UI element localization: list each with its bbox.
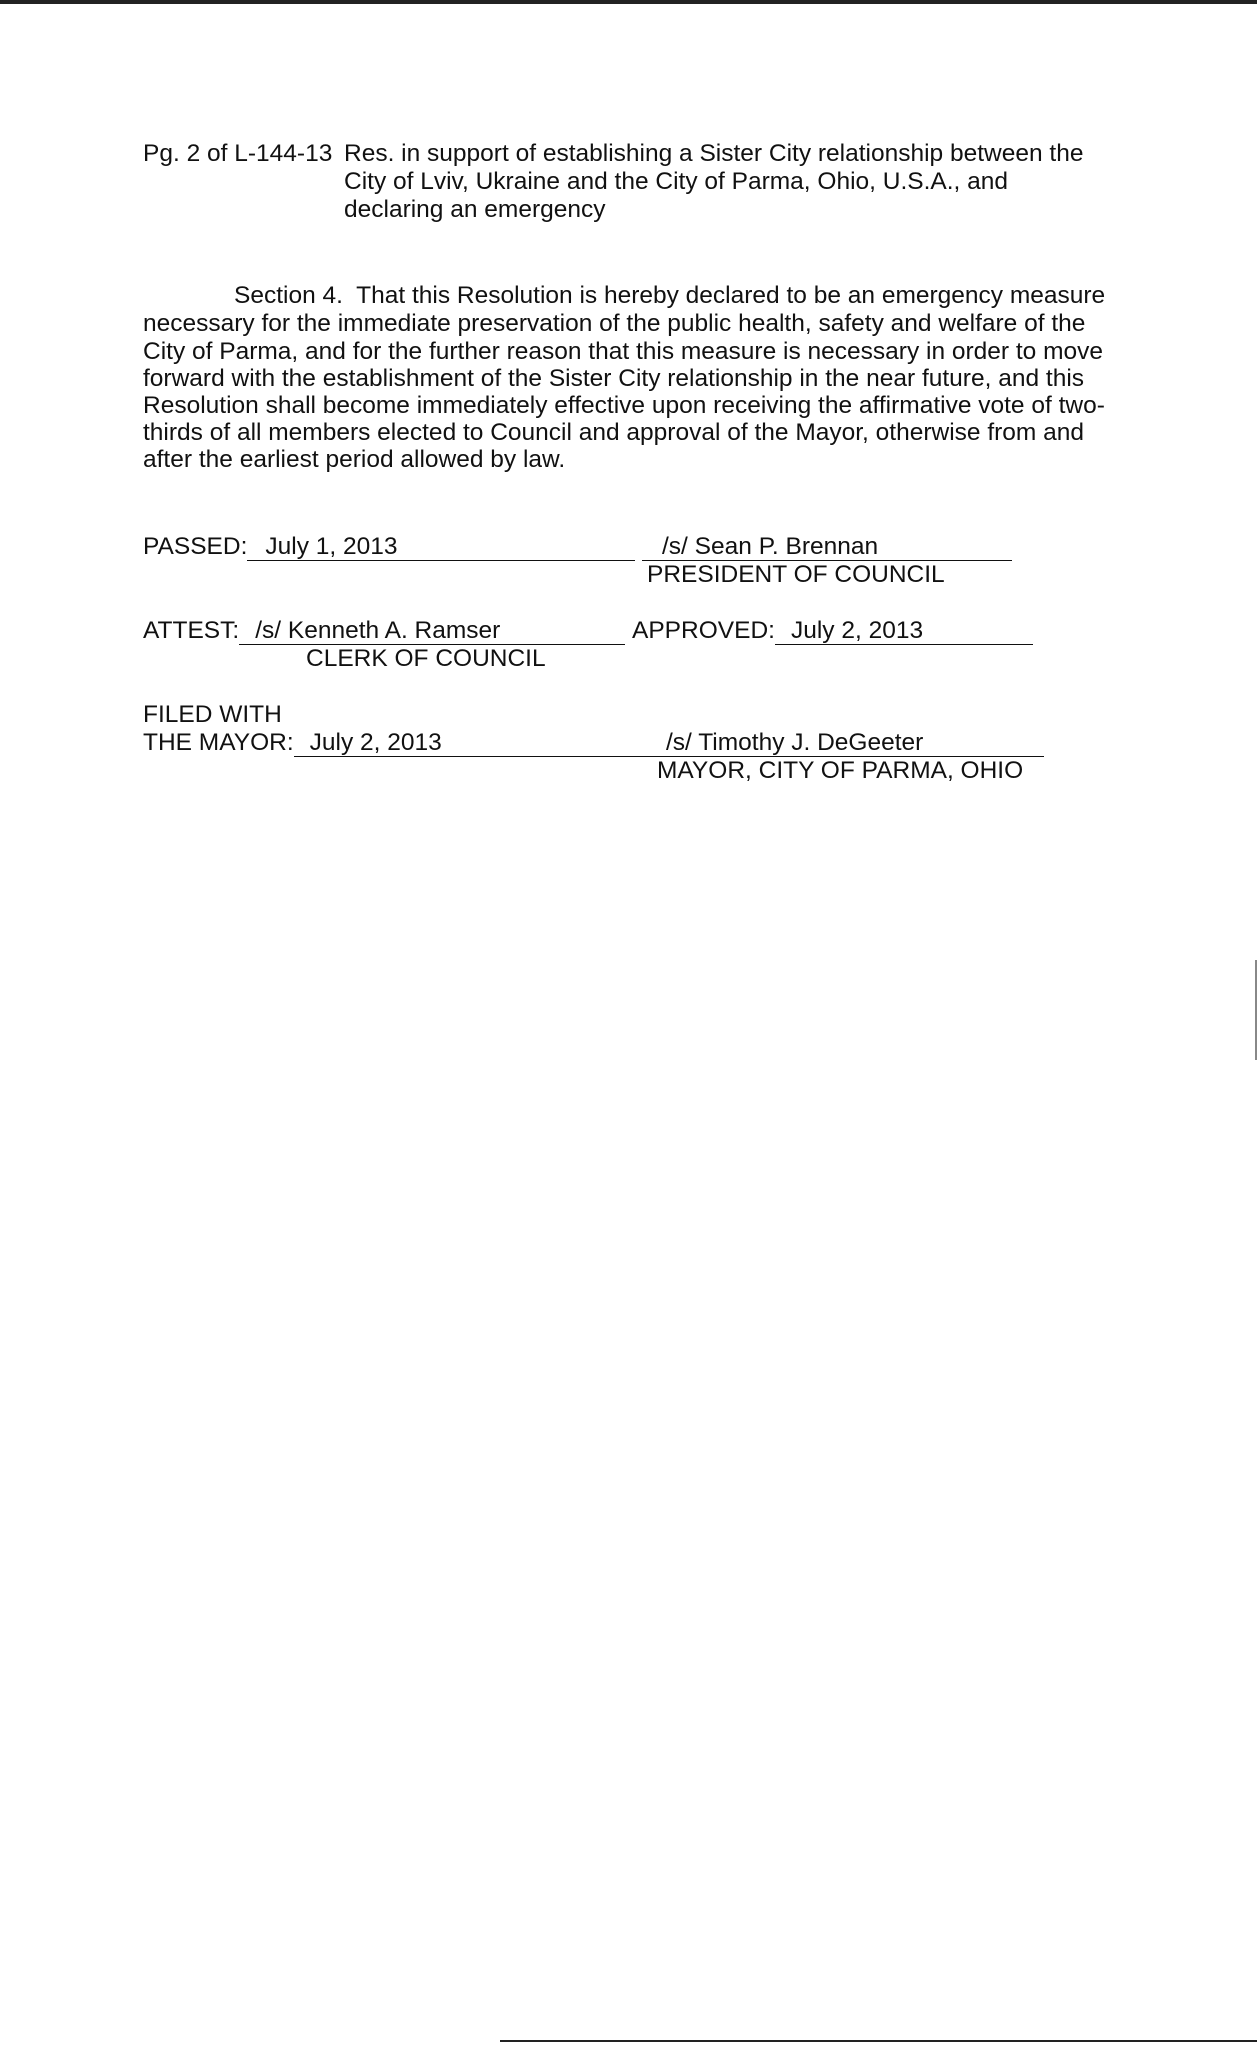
filed-with-label: FILED WITH bbox=[143, 701, 282, 728]
president-title: PRESIDENT OF COUNCIL bbox=[647, 561, 945, 588]
mayor-title: MAYOR, CITY OF PARMA, OHIO bbox=[657, 757, 1024, 784]
attest-block bbox=[143, 617, 625, 645]
resolution-title-line-1: Res. in support of establishing a Sister City relationship between the bbox=[344, 140, 1084, 167]
mayor-signature: /s/ Timothy J. DeGeeter bbox=[640, 731, 1044, 757]
filed-block bbox=[143, 729, 652, 757]
mayor-signature-block bbox=[640, 729, 1044, 757]
section-4-line-3: City of Parma, and for the further reason that this measure is necessary in order to move bbox=[143, 338, 1104, 365]
section-4-line-5: Resolution shall become immediately effective upon receiving the affirmative vote of two- bbox=[143, 392, 1105, 419]
section-4-line-1: Section 4. That this Resolution is hereby declared to be an emergency measure bbox=[234, 282, 1106, 309]
section-4-line-4: forward with the establishment of the Sister City relationship in the near future, and this bbox=[143, 365, 1085, 392]
approved-block bbox=[632, 617, 1033, 645]
section-4-line-6: thirds of all members elected to Council and approval of the Mayor, otherwise from and bbox=[143, 419, 1085, 446]
passed-label: PASSED: bbox=[143, 533, 248, 560]
approved-date: July 2, 2013 bbox=[775, 619, 1033, 645]
approved-label: APPROVED: bbox=[632, 617, 775, 644]
president-signature: /s/ Sean P. Brennan bbox=[642, 535, 1012, 561]
filed-date: July 2, 2013 bbox=[294, 731, 652, 757]
clerk-signature: /s/ Kenneth A. Ramser bbox=[239, 619, 625, 645]
page-reference: Pg. 2 of L-144-13 bbox=[143, 140, 333, 167]
passed-date: July 1, 2013 bbox=[247, 535, 635, 561]
filed-label: THE MAYOR: bbox=[143, 729, 294, 756]
resolution-title-line-3: declaring an emergency bbox=[344, 196, 606, 223]
scan-top-edge bbox=[0, 0, 1257, 4]
president-signature-block bbox=[642, 533, 1012, 561]
scan-bottom-edge bbox=[500, 2040, 1257, 2042]
passed-block bbox=[143, 533, 635, 561]
resolution-title-line-2: City of Lviv, Ukraine and the City of Parma, Ohio, U.S.A., and bbox=[344, 168, 1009, 195]
section-4-line-2: necessary for the immediate preservation of the public health, safety and welfare of the bbox=[143, 310, 1086, 337]
attest-label: ATTEST: bbox=[143, 617, 240, 644]
clerk-title: CLERK OF COUNCIL bbox=[306, 645, 546, 672]
section-4-line-7: after the earliest period allowed by law. bbox=[143, 446, 566, 473]
